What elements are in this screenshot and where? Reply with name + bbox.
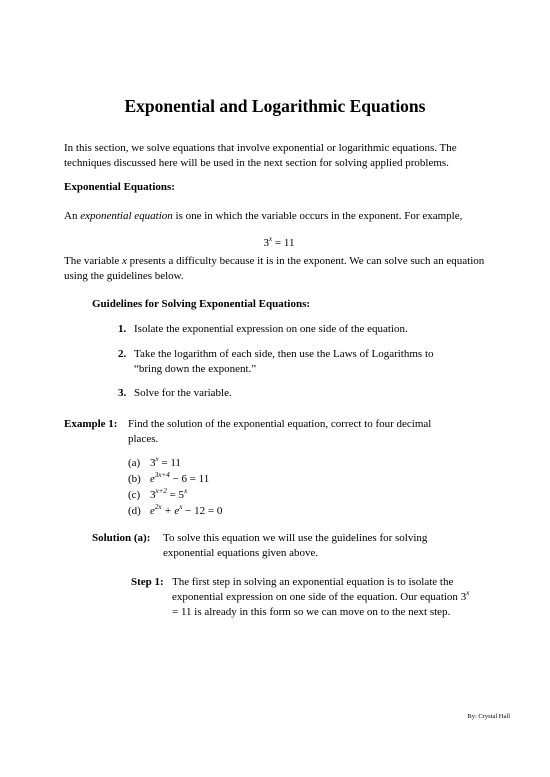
explanation-paragraph — [64, 254, 494, 284]
part-exponent-2: x — [184, 487, 188, 495]
part-exponent: x+2 — [155, 487, 167, 495]
part-middle: + e — [161, 505, 180, 517]
guideline-number: 2. — [118, 348, 127, 360]
explanation-text-before: The variable — [64, 255, 123, 267]
explanation-variable: x — [122, 255, 127, 267]
step-equation-base: 3 — [460, 591, 467, 603]
guideline-item — [118, 386, 448, 401]
part-rest: − 12 = 0 — [182, 505, 223, 517]
part-label: (a) — [128, 457, 141, 469]
part-exponent: 3x+4 — [154, 471, 170, 479]
example-part-a — [128, 456, 181, 471]
guideline-number: 3. — [118, 387, 127, 399]
definition-paragraph — [64, 209, 494, 224]
part-rest: − 6 = 11 — [169, 473, 210, 485]
guideline-item — [118, 322, 448, 337]
guideline-text: Take the logarithm of each side, then use the Laws of Logarithms to “bring down the exponent.” — [134, 348, 434, 375]
footer-author: By: Crystal Hall — [467, 713, 510, 720]
part-rest: = 11 — [158, 457, 181, 469]
solution-text: To solve this equation we will use the guidelines for solving exponential equations given above. — [163, 532, 428, 559]
example-prompt: Find the solution of the exponential equation, correct to four decimal places. — [128, 418, 432, 445]
part-exponent-2: x — [179, 503, 183, 511]
example-part-d — [128, 504, 222, 519]
definition-text-after: is one in which the variable occurs in the exponent. For example, — [172, 210, 463, 222]
definition-text-before: An — [64, 210, 81, 222]
example-part-b — [128, 472, 209, 487]
step-label: Step 1: — [131, 576, 164, 588]
part-base: 3 — [150, 457, 156, 469]
equation-rest: = 11 — [272, 237, 295, 249]
section-heading-exponential-equations: Exponential Equations: — [64, 181, 175, 193]
definition-term: exponential equation — [80, 210, 173, 222]
part-rest: = 5 — [166, 489, 185, 501]
guideline-text: Solve for the variable. — [134, 387, 232, 399]
part-label: (c) — [128, 489, 141, 501]
solution-label: Solution (a): — [92, 532, 151, 544]
step-text — [172, 575, 477, 620]
part-label: (b) — [128, 473, 141, 485]
step-text-after: = 11 is already in this form so we can move on to the next step. — [172, 606, 451, 618]
equation-exponent: x — [269, 235, 273, 243]
example-label: Example 1: — [64, 418, 118, 430]
step-text-before: The first step in solving an exponential equation is to isolate the exponential expression on one side of the equation. Our equation — [172, 576, 461, 603]
part-label: (d) — [128, 505, 141, 517]
guideline-text: Isolate the exponential expression on one side of the equation. — [134, 323, 408, 335]
page-title: Exponential and Logarithmic Equations — [124, 96, 426, 116]
equation-base: 3 — [263, 237, 270, 249]
example-part-c — [128, 488, 187, 503]
guideline-item — [118, 347, 448, 377]
example-equation — [64, 236, 494, 251]
step-equation-exponent: x — [466, 589, 470, 597]
guidelines-heading: Guidelines for Solving Exponential Equations: — [92, 298, 311, 310]
part-base: e — [150, 473, 155, 485]
part-exponent: x — [155, 455, 159, 463]
guideline-number: 1. — [118, 323, 127, 335]
intro-paragraph: In this section, we solve equations that involve exponential or logarithmic equations. The techniques discussed here will be used in the next section for solving applied problems. — [64, 142, 457, 169]
explanation-text-after: presents a difficulty because it is in the exponent. We can solve such an equation using the guidelines below. — [64, 255, 485, 282]
part-base: e — [150, 505, 155, 517]
part-base: 3 — [150, 489, 156, 501]
part-exponent: 2x — [154, 503, 162, 511]
